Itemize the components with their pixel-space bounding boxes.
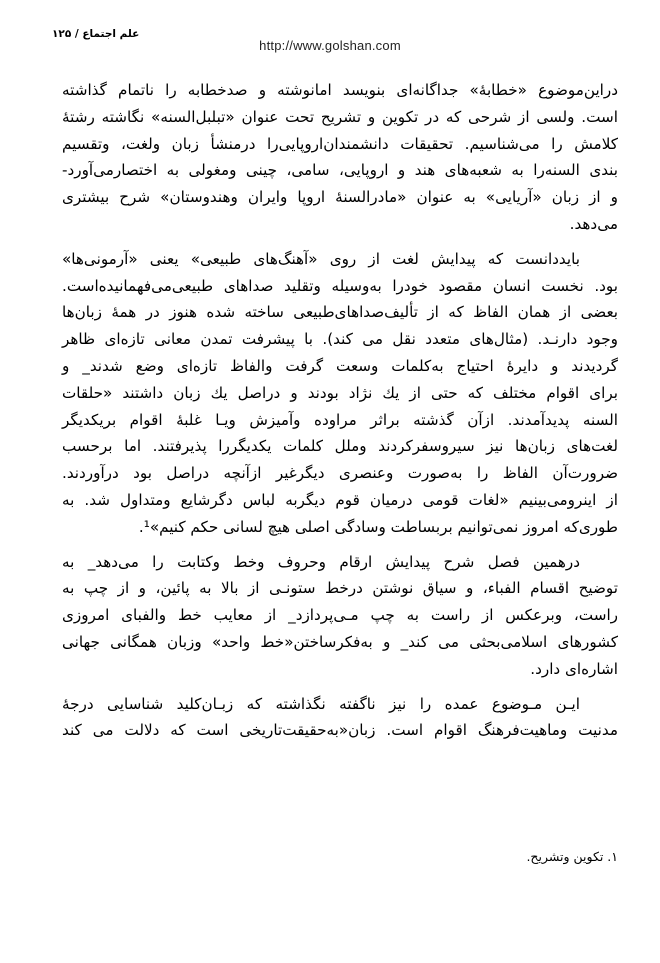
text-line: توضیح اقسام الفباء، و سیاق نوشتن درخط ستونـی از بالا به پائین، و از چپ به — [62, 579, 618, 598]
text-line: کلامش را می‌شناسیم. تحقیقات دانشمندان‌اروپایی‌را درمنشأ زبان ولغت، وتقسیم‌ — [62, 134, 618, 153]
text-line: اشاره‌ای دارد. — [530, 659, 618, 678]
text-line: بود. نخست انسان مقصود خودرا به‌وسیله وتقلید صداهای طبیعی‌می‌فهمانیده‌است. — [62, 276, 618, 295]
text-line: و از زبان «آریایی» به عنوان «مادرالسنهٔ اروپا وایران وهندوستان» شرح بیشتری — [62, 188, 618, 207]
body-text — [62, 77, 618, 744]
text-line: ایـن مـوضوع عمده را نیز ناگفته نگذاشته که زبـان‌کلید شناسایی درجهٔ — [62, 694, 580, 713]
text-line: از اینرومی‌بینیم «لغات قومی درمیان قوم دیگربه لباس دگرشایع ومتداول شد. به — [62, 490, 618, 509]
text-line: برای اقوام مختلف که حتی از یك نژاد بودند و دراصل یك زبان داشتند «حلقات‌ — [62, 383, 618, 402]
paragraph-gap — [62, 541, 618, 549]
text-line: ضرورت‌آن الفاظ را به‌صورت وعنصری دیگرغیر ازآنچه دراصل بود درآوردند. — [62, 464, 618, 483]
text-line: دراین‌موضوع «خطابهٔ» جداگانه‌ای بنویسد امانوشته و صدخطابه را ناتمام گذاشته — [62, 81, 618, 99]
paragraph-gap — [62, 238, 618, 246]
text-line: بایددانست که پیدایش لغت از روی «آهنگ‌های طبیعی» یعنی «آرمونی‌ها» — [62, 249, 580, 268]
paragraph — [62, 246, 618, 541]
text-line: السنه پدیدآمدند. ازآن گذشته براثر مراوده وآمیزش ویـا غلبهٔ اقوام بریکدیگر — [62, 410, 618, 429]
text-line: لغت‌های زبان‌ها نیز سیروسفرکردند وملل کلمات یکدیگررا پذیرفتند. اما برحسب — [62, 437, 618, 456]
text-line: بعضی از همان الفاظ که از تألیف‌صداهای‌طبیعی ساخته شده هنوز در همهٔ زبان‌ها — [62, 303, 618, 322]
text-line: گردیدند و دایرهٔ احتیاج به‌کلمات وسعت گرفت والفاظ تازه‌ای وضع شدند_ و — [62, 356, 618, 375]
text-line: مدنیت وماهیت‌فرهنگ اقوام است. زبان«به‌حقیقت‌تاریخی است که دلالت می کند — [62, 721, 618, 740]
paragraph — [62, 691, 618, 745]
paragraph — [62, 549, 618, 683]
paragraph-gap — [62, 683, 618, 691]
footnote: ۱. تکوین وتشریح. — [526, 849, 618, 864]
running-header: علم اجتماع / ۱۲۵ — [52, 28, 140, 40]
text-line: طوری‌که امروز نمی‌توانیم بربساطت وسادگی اصلی هیچ لسانی حکم کنیم»¹. — [138, 517, 618, 536]
text-line: راست، وبرعکس از راست به چپ مـی‌پردازد_ از معایب خط والفبای امروزی — [62, 606, 618, 625]
text-line: درهمین فصل شرح پیدایش ارقام وحروف وخط وکتابت را می‌دهد_ به — [62, 552, 580, 571]
paragraph — [62, 77, 618, 238]
text-line: می‌دهد. — [569, 214, 618, 233]
text-line: وجود دارنـد. (مثال‌های متعدد نقل می کند). با پیشرفت تمدن معانی تازه‌ای ظاهر — [62, 330, 618, 349]
text-line: است. ولسی از شرحی که در تکوین و تشریح تحت عنوان «تبلبل‌السنه» نگاشته رشتهٔ — [62, 107, 618, 126]
text-line: کشورهای اسلامی‌بحثی می کند_ و به‌فکرساختن«خط واحد» وزبان همگانی جهانی — [62, 632, 618, 651]
text-line: بندی السنه‌را به شعبه‌های هند و اروپایی، سامی، چینی ومغولی به اختصارمی‌آورد- — [62, 161, 618, 180]
source-url: http://www.golshan.com — [259, 38, 401, 53]
